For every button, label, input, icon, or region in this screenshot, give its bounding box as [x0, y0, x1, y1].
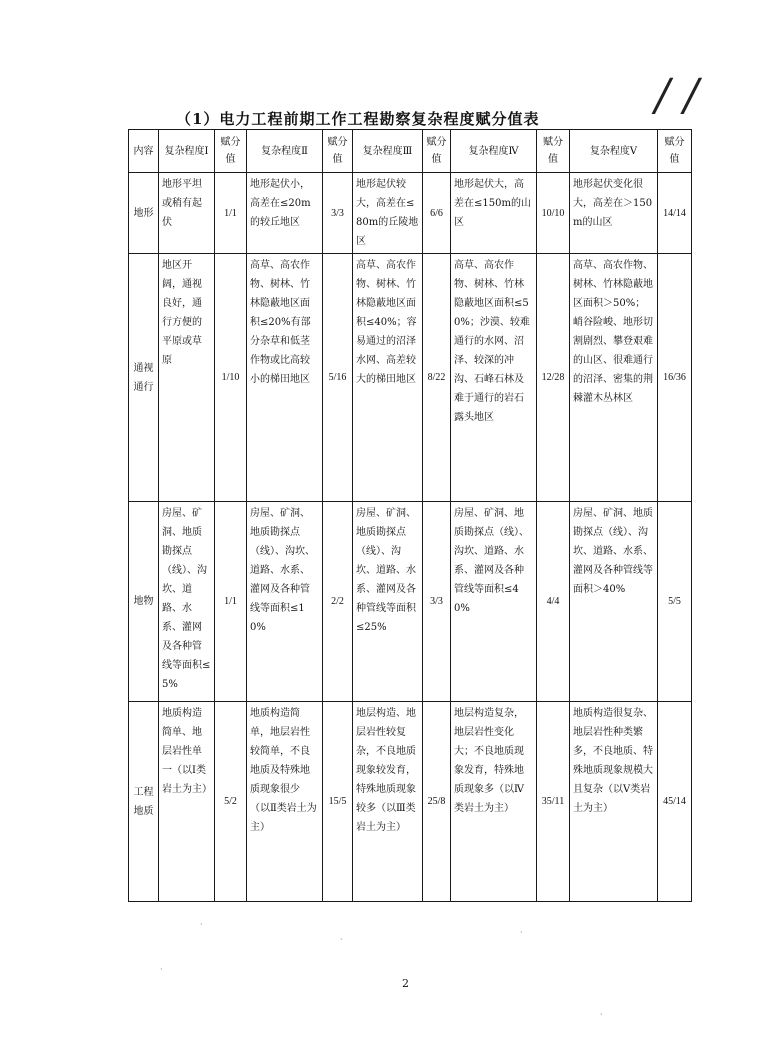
table-header-row — [129, 130, 692, 173]
cell-complexity-4: 高草、高农作物、树林、竹林隐蔽地区面积≤50%；沙漠、较难通行的水网、沼泽、较深的冲沟、石峰石林及难于通行的岩石露头地区 — [451, 254, 537, 502]
cell-score-2: 5/16 — [323, 254, 353, 502]
cell-complexity-2: 高草、高农作物、树林、竹林隐蔽地区面积≤20%有部分杂草和低茎作物或比高较小的梯田地区 — [247, 254, 323, 502]
table-title: （1）电力工程前期工作工程勘察复杂程度赋分值表 — [176, 110, 540, 128]
cell-complexity-2: 地质构造简单，地层岩性较简单，不良地质及特殊地质现象很少（以Ⅱ类岩土为主） — [247, 702, 323, 902]
header-score-5: 赋分值 — [658, 130, 692, 173]
table-row — [129, 502, 692, 702]
cell-complexity-3: 地形起伏较大，高差在≤80m的丘陵地区 — [353, 173, 423, 254]
cell-score-1: 1/1 — [215, 502, 247, 702]
header-score-4: 赋分值 — [537, 130, 570, 173]
row-label: 地物 — [129, 502, 159, 702]
header-complexity-5: 复杂程度Ⅴ — [570, 130, 658, 173]
cell-complexity-4: 房屋、矿洞、地质勘探点（线）、沟坎、道路、水系、灌网及各种管线等面积≤40% — [451, 502, 537, 702]
cell-score-1: 5/2 — [215, 702, 247, 902]
scan-speck: · — [600, 1010, 603, 1019]
cell-score-1: 1/1 — [215, 173, 247, 254]
cell-score-3: 25/8 — [423, 702, 451, 902]
table-row — [129, 173, 692, 254]
cell-complexity-1: 地区开阔，通视良好，通行方便的平原或草原 — [159, 254, 215, 502]
cell-score-5: 16/36 — [658, 254, 692, 502]
cell-complexity-5: 地形起伏变化很大，高差在＞150m的山区 — [570, 173, 658, 254]
cell-complexity-3: 高草、高农作物、树林、竹林隐蔽地区面积≤40%；容易通过的沼泽水网、高差较大的梯田地区 — [353, 254, 423, 502]
row-label: 工程地质 — [129, 702, 159, 902]
row-label: 通视通行 — [129, 254, 159, 502]
header-complexity-1: 复杂程度Ⅰ — [159, 130, 215, 173]
cell-complexity-5: 地质构造很复杂、地层岩性种类繁多，不良地质、特殊地质现象规模大且复杂（以Ⅴ类岩土为主） — [570, 702, 658, 902]
handwritten-mark: / / — [655, 70, 699, 121]
cell-complexity-1: 地形平坦或稍有起伏 — [159, 173, 215, 254]
scan-speck: · — [520, 928, 523, 937]
cell-score-1: 1/10 — [215, 254, 247, 502]
cell-score-5: 45/14 — [658, 702, 692, 902]
table-row — [129, 702, 692, 902]
cell-score-3: 8/22 — [423, 254, 451, 502]
complexity-score-table — [128, 129, 692, 902]
cell-complexity-2: 房屋、矿洞、地质勘探点（线）、沟坎、道路、水系、灌网及各种管线等面积≤10% — [247, 502, 323, 702]
header-content: 内容 — [129, 130, 159, 173]
cell-score-4: 4/4 — [537, 502, 570, 702]
cell-score-4: 12/28 — [537, 254, 570, 502]
cell-score-4: 35/11 — [537, 702, 570, 902]
cell-score-4: 10/10 — [537, 173, 570, 254]
page-number: 2 — [402, 977, 409, 990]
scan-speck: · — [340, 935, 343, 944]
cell-score-3: 3/3 — [423, 502, 451, 702]
header-complexity-3: 复杂程度Ⅲ — [353, 130, 423, 173]
cell-score-5: 5/5 — [658, 502, 692, 702]
scan-speck: · — [200, 920, 203, 929]
scan-speck: · — [160, 965, 163, 974]
cell-complexity-3: 地层构造、地层岩性较复杂，不良地质现象较发育，特殊地质现象较多（以Ⅲ类岩土为主） — [353, 702, 423, 902]
header-score-1: 赋分值 — [215, 130, 247, 173]
row-label: 地形 — [129, 173, 159, 254]
cell-complexity-1: 地质构造简单、地层岩性单一（以Ⅰ类岩土为主） — [159, 702, 215, 902]
table-row — [129, 254, 692, 502]
header-complexity-2: 复杂程度Ⅱ — [247, 130, 323, 173]
cell-score-3: 6/6 — [423, 173, 451, 254]
cell-score-2: 15/5 — [323, 702, 353, 902]
cell-complexity-5: 高草、高农作物、树林、竹林隐蔽地区面积＞50%；峭谷险峻、地形切割剧烈、攀登艰难的山区、很难通行的沼泽、密集的荆棘灌木丛林区 — [570, 254, 658, 502]
cell-complexity-4: 地层构造复杂，地层岩性变化大；不良地质现象发育，特殊地质现象多（以Ⅳ类岩土为主） — [451, 702, 537, 902]
header-score-2: 赋分值 — [323, 130, 353, 173]
cell-score-2: 3/3 — [323, 173, 353, 254]
cell-score-5: 14/14 — [658, 173, 692, 254]
header-score-3: 赋分值 — [423, 130, 451, 173]
cell-complexity-4: 地形起伏大，高差在≤150m的山区 — [451, 173, 537, 254]
cell-score-2: 2/2 — [323, 502, 353, 702]
cell-complexity-3: 房屋、矿洞、地质勘探点（线）、沟坎、道路、水系、灌网及各种管线等面积≤25% — [353, 502, 423, 702]
cell-complexity-1: 房屋、矿洞、地质勘探点（线）、沟坎、道路、水系、灌网及各种管线等面积≤5% — [159, 502, 215, 702]
header-complexity-4: 复杂程度Ⅳ — [451, 130, 537, 173]
cell-complexity-5: 房屋、矿洞、地质勘探点（线）、沟坎、道路、水系、灌网及各种管线等面积＞40% — [570, 502, 658, 702]
cell-complexity-2: 地形起伏小，高差在≤20m的较丘地区 — [247, 173, 323, 254]
